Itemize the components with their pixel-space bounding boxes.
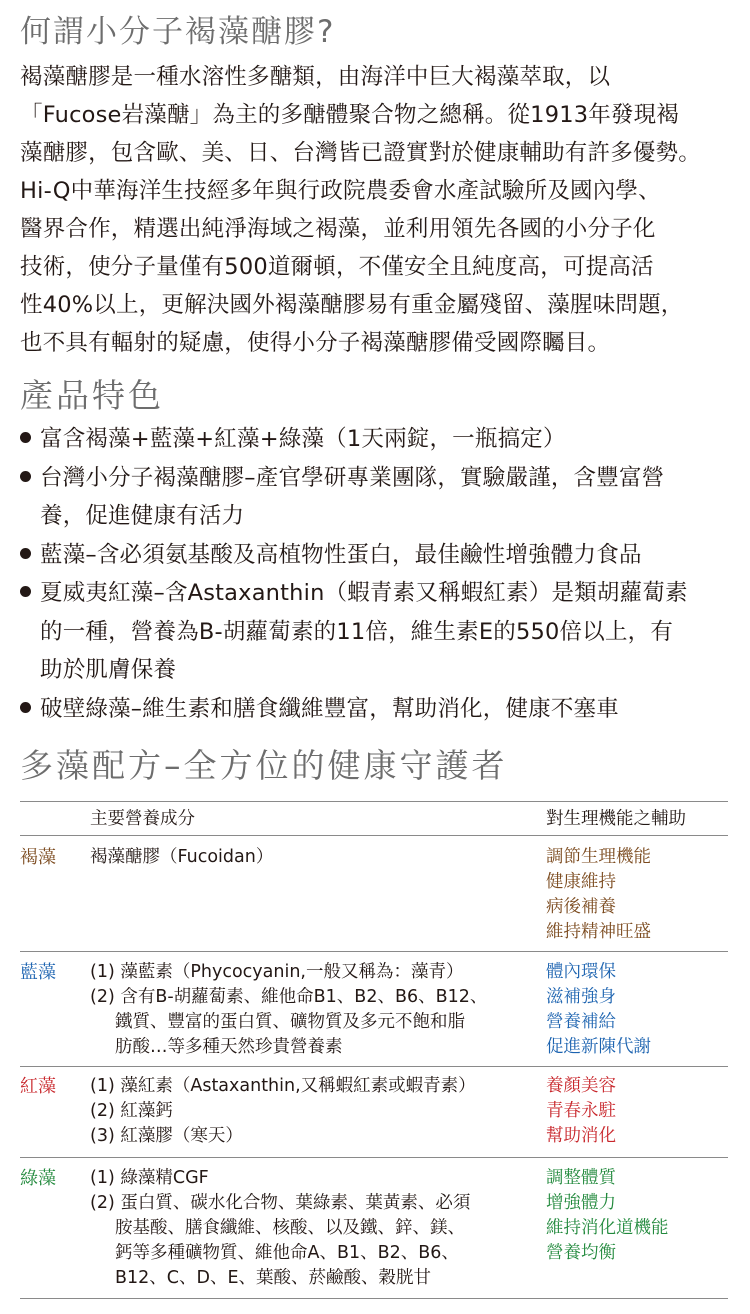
intro-line: 性40%以上，更解決國外褐藻醣膠易有重金屬殘留、藻腥味問題，	[20, 292, 684, 318]
function-item: 病後補養	[546, 897, 616, 917]
function-list	[546, 960, 651, 1060]
feature-line: 台灣小分子褐藻醣膠–產官學研專業團隊，實驗嚴謹，含豐富營	[40, 464, 665, 491]
function-item: 維持精神旺盛	[546, 922, 651, 942]
bullet-icon	[20, 471, 31, 482]
category-label: 褐藻	[20, 847, 56, 868]
features-list	[20, 420, 735, 728]
function-item: 健康維持	[546, 872, 616, 892]
ingredient-line: (1) 藻藍素（Phycocyanin,一般又稱為：藻青）	[90, 962, 464, 982]
intro-line: 也不具有輻射的疑慮，使得小分子褐藻醣膠備受國際矚目。	[20, 330, 611, 356]
header-function: 對生理機能之輔助	[546, 809, 686, 829]
function-item: 維持消化道機能	[546, 1218, 669, 1238]
function-item: 滋補強身	[546, 987, 616, 1007]
intro-line: Hi-Q中華海洋生技經多年與行政院農委會水產試驗所及國內學、	[20, 178, 661, 204]
function-list	[546, 845, 651, 945]
ingredient-line: 褐藻醣膠（Fucoidan）	[90, 847, 274, 867]
feature-item	[20, 690, 735, 729]
function-item: 青春永駐	[546, 1101, 616, 1121]
ingredient-line: (2) 紅藻鈣	[90, 1101, 173, 1121]
function-item: 調整體質	[546, 1168, 616, 1188]
table-header-divider	[20, 835, 728, 836]
intro-line: 褐藻醣膠是一種水溶性多醣類，由海洋中巨大褐藻萃取，以	[20, 64, 611, 90]
feature-item	[20, 574, 735, 690]
ingredient-line: 鐵質、豐富的蛋白質、礦物質及多元不飽和脂	[115, 1012, 465, 1032]
table-bottom-divider	[20, 1298, 728, 1299]
row-divider	[20, 1066, 728, 1067]
feature-item	[20, 536, 735, 575]
ingredient-line: B12、C、D、E、葉酸、菸鹼酸、穀胱甘	[115, 1268, 432, 1288]
intro-line: 「Fucose岩藻醣」為主的多醣體聚合物之總稱。從1913年發現褐	[20, 102, 680, 128]
intro-paragraph	[20, 58, 735, 362]
ingredient-line: 肪酸…等多種天然珍貴營養素	[115, 1037, 343, 1057]
function-item: 營養補給	[546, 1012, 616, 1032]
feature-line: 的一種，營養為B-胡蘿蔔素的11倍，維生素E的550倍以上，有	[40, 618, 674, 645]
function-list	[546, 1074, 616, 1149]
bullet-icon	[20, 548, 31, 559]
intro-line: 醫界合作，精選出純淨海域之褐藻，並利用領先各國的小分子化	[20, 216, 656, 242]
function-item: 營養均衡	[546, 1243, 616, 1263]
features-title: 產品特色	[20, 376, 164, 415]
feature-line: 助於肌膚保養	[40, 657, 177, 683]
ingredient-list	[90, 960, 530, 1060]
ingredient-list	[90, 1166, 530, 1291]
table-top-divider	[20, 801, 728, 802]
category-label: 綠藻	[20, 1168, 56, 1189]
ingredient-line: (3) 紅藻膠（寒天）	[90, 1126, 243, 1146]
feature-line: 夏威夷紅藻–含Astaxanthin（蝦青素又稱蝦紅素）是類胡蘿蔔素	[40, 580, 688, 606]
row-divider	[20, 1157, 728, 1158]
feature-item	[20, 459, 735, 536]
header-ingredient: 主要營養成分	[90, 809, 195, 829]
ingredient-line: (2) 蛋白質、碳水化合物、葉綠素、葉黃素、必須	[90, 1193, 471, 1213]
formula-title: 多藻配方–全方位的健康守護者	[20, 746, 508, 785]
what-is-title: 何謂小分子褐藻醣膠?	[20, 14, 336, 50]
ingredient-list	[90, 1074, 530, 1149]
function-list	[546, 1166, 669, 1266]
bullet-icon	[20, 702, 31, 713]
function-item: 體內環保	[546, 962, 616, 982]
bullet-icon	[20, 586, 31, 597]
function-item: 養顏美容	[546, 1076, 616, 1096]
feature-line: 破壁綠藻–維生素和膳食纖維豐富，幫助消化，健康不塞車	[40, 695, 619, 722]
feature-line: 藍藻–含必須氨基酸及高植物性蛋白，最佳鹼性增強體力食品	[40, 541, 642, 568]
ingredient-line: (2) 含有B-胡蘿蔔素、維他命B1、B2、B6、B12、	[90, 987, 488, 1007]
ingredient-line: 鈣等多種礦物質、維他命A、B1、B2、B6、	[115, 1243, 459, 1263]
category-label: 藍藻	[20, 962, 56, 983]
ingredient-line: (1) 綠藻精CGF	[90, 1168, 209, 1188]
function-item: 促進新陳代謝	[546, 1037, 651, 1057]
function-item: 幫助消化	[546, 1126, 616, 1146]
intro-line: 技術，使分子量僅有500道爾頓，不僅安全且純度高，可提高活	[20, 254, 654, 280]
feature-line: 養，促進健康有活力	[40, 503, 245, 529]
function-item: 調節生理機能	[546, 847, 651, 867]
ingredient-line: 胺基酸、膳食纖維、核酸、以及鐵、鋅、鎂、	[115, 1218, 465, 1238]
bullet-icon	[20, 432, 31, 443]
row-divider	[20, 951, 728, 952]
function-item: 增強體力	[546, 1193, 616, 1213]
feature-item	[20, 420, 735, 459]
ingredient-line: (1) 藻紅素（Astaxanthin,又稱蝦紅素或蝦青素）	[90, 1076, 476, 1096]
feature-line: 富含褐藻+藍藻+紅藻+綠藻（1天兩錠，一瓶搞定）	[40, 426, 566, 452]
ingredient-list	[90, 845, 530, 870]
category-label: 紅藻	[20, 1076, 56, 1097]
intro-line: 藻醣膠，包含歐、美、日、台灣皆已證實對於健康輔助有許多優勢。	[20, 140, 702, 166]
